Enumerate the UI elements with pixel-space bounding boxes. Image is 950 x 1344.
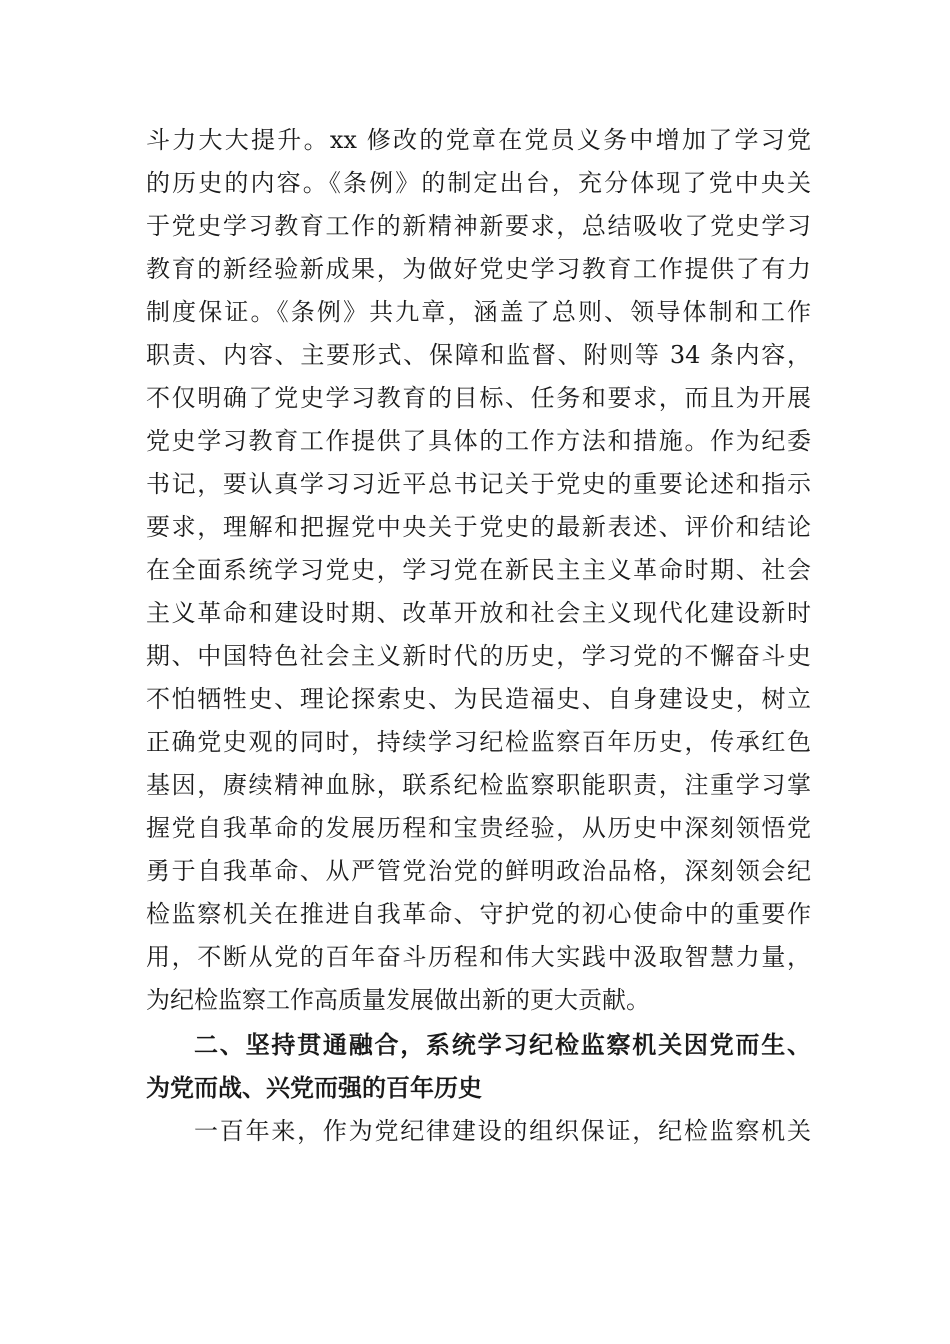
text-line: 不仅明确了党史学习教育的目标、任务和要求，而且为开展 bbox=[146, 384, 811, 412]
text-line: 基因，赓续精神血脉，联系纪检监察职能职责，注重学习掌 bbox=[146, 771, 811, 799]
text-line: 不怕牺牲史、理论探索史、为民造福史、自身建设史，树立 bbox=[146, 685, 811, 713]
text-line: 主义革命和建设时期、改革开放和社会主义现代化建设新时 bbox=[146, 599, 811, 627]
text-line: 党史学习教育工作提供了具体的工作方法和措施。作为纪委 bbox=[146, 427, 811, 455]
text-line: 要求，理解和把握党中央关于党史的最新表述、评价和结论 bbox=[146, 513, 811, 541]
text-line: 职责、内容、主要形式、保障和监督、附则等 34 条内容， bbox=[146, 341, 811, 369]
heading-line: 二、坚持贯通融合，系统学习纪检监察机关因党而生、 bbox=[194, 1031, 811, 1059]
text-line: 检监察机关在推进自我革命、守护党的初心使命中的重要作 bbox=[146, 900, 811, 928]
text-line: 正确党史观的同时，持续学习纪检监察百年历史，传承红色 bbox=[146, 728, 811, 756]
section-heading bbox=[146, 1024, 811, 1110]
document-body bbox=[146, 119, 811, 1153]
text-line: 用，不断从党的百年奋斗历程和伟大实践中汲取智慧力量， bbox=[146, 943, 811, 971]
paragraph-party-history-study bbox=[146, 119, 811, 1022]
text-line: 教育的新经验新成果，为做好党史学习教育工作提供了有力 bbox=[146, 255, 811, 283]
text-line: 斗力大大提升。xx 修改的党章在党员义务中增加了学习党 bbox=[146, 126, 811, 154]
text-line: 书记，要认真学习习近平总书记关于党史的重要论述和指示 bbox=[146, 470, 811, 498]
text-line: 的历史的内容。《条例》的制定出台，充分体现了党中央关 bbox=[146, 169, 811, 197]
text-line: 一百年来，作为党纪律建设的组织保证，纪检监察机关 bbox=[194, 1117, 811, 1145]
text-line: 于党史学习教育工作的新精神新要求，总结吸收了党史学习 bbox=[146, 212, 811, 240]
text-line: 制度保证。《条例》共九章，涵盖了总则、领导体制和工作 bbox=[146, 298, 811, 326]
text-line: 为纪检监察工作高质量发展做出新的更大贡献。 bbox=[146, 986, 650, 1014]
paragraph-century-history bbox=[146, 1110, 811, 1153]
heading-line: 为党而战、兴党而强的百年历史 bbox=[146, 1074, 482, 1102]
text-line: 期、中国特色社会主义新时代的历史，学习党的不懈奋斗史 bbox=[146, 642, 811, 670]
text-line: 握党自我革命的发展历程和宝贵经验，从历史中深刻领悟党 bbox=[146, 814, 811, 842]
text-line: 勇于自我革命、从严管党治党的鲜明政治品格，深刻领会纪 bbox=[146, 857, 811, 885]
text-line: 在全面系统学习党史，学习党在新民主主义革命时期、社会 bbox=[146, 556, 811, 584]
